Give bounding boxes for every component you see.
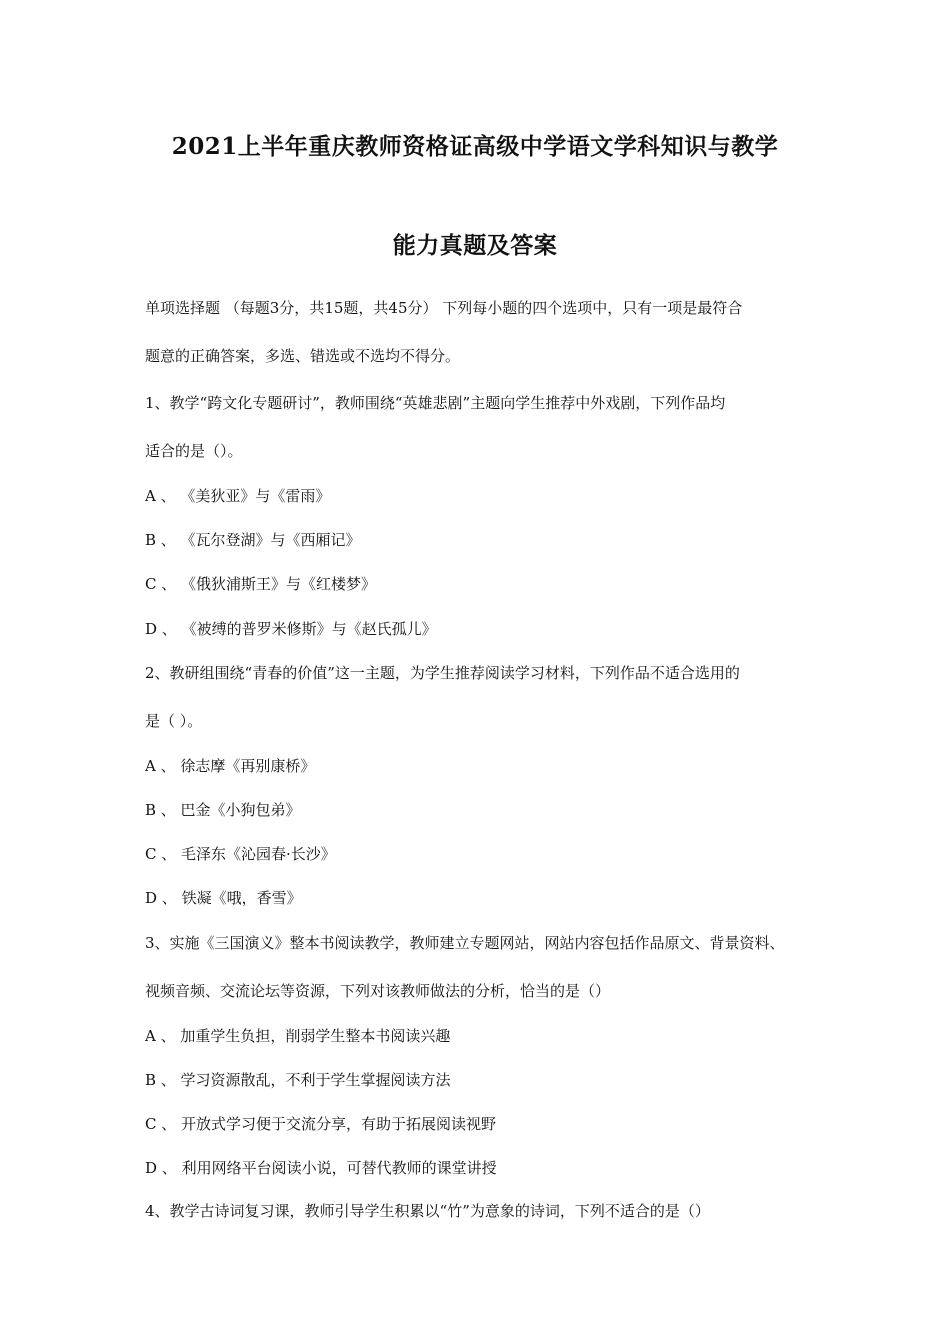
question-3-option-a: A 、 加重学生负担，削弱学生整本书阅读兴趣 [145,1027,451,1045]
question-3-option-d: D 、 利用网络平台阅读小说，可替代教师的课堂讲授 [145,1159,497,1177]
question-2-option-a: A 、 徐志摩《再别康桥》 [145,757,316,775]
document-title-line1: 2021上半年重庆教师资格证高级中学语文学科知识与教学 [171,133,779,160]
question-1-option-a: A 、 《美狄亚》与《雷雨》 [145,487,331,505]
question-2-stem-line2: 是（ ）。 [145,712,203,730]
question-3-option-c: C 、 开放式学习便于交流分享，有助于拓展阅读视野 [145,1115,497,1133]
question-3-option-b: B 、 学习资源散乱，不利于学生掌握阅读方法 [145,1071,451,1089]
question-1-stem-line1: 1、教学“跨文化专题研讨”，教师围绕“英雄悲剧”主题向学生推荐中外戏剧，下列作品均 [145,394,726,412]
document-title-line2: 能力真题及答案 [392,232,558,259]
question-1-option-c: C 、 《俄狄浦斯王》与《红楼梦》 [145,575,377,593]
question-2-option-b: B 、 巴金《小狗包弟》 [145,801,301,819]
question-1-option-d: D 、 《被缚的普罗米修斯》与《赵氏孤儿》 [145,620,437,638]
question-1-stem-line2: 适合的是（）。 [145,442,243,460]
question-2-option-d: D 、 铁凝《哦，香雪》 [145,889,302,907]
question-4-stem-line1: 4、教学古诗词复习课，教师引导学生积累以“竹”为意象的诗词，下列不适合的是（） [145,1202,710,1220]
intro-line2: 题意的正确答案，多选、错选或不选均不得分。 [145,347,461,365]
intro-line1: 单项选择题 （每题3分，共15题，共45分） 下列每小题的四个选项中，只有一项是最符合 [145,299,743,317]
question-3-stem-line1: 3、实施《三国演义》整本书阅读教学，教师建立专题网站，网站内容包括作品原文、背景资料、 [145,934,785,952]
question-2-option-c: C 、 毛泽东《沁园春·长沙》 [145,845,336,863]
question-1-option-b: B 、 《瓦尔登湖》与《西厢记》 [145,531,361,549]
question-3-stem-line2: 视频音频、交流论坛等资源，下列对该教师做法的分析，恰当的是（） [145,982,611,1000]
question-2-stem-line1: 2、教研组围绕“青春的价值”这一主题，为学生推荐阅读学习材料，下列作品不适合选用的 [145,664,740,682]
